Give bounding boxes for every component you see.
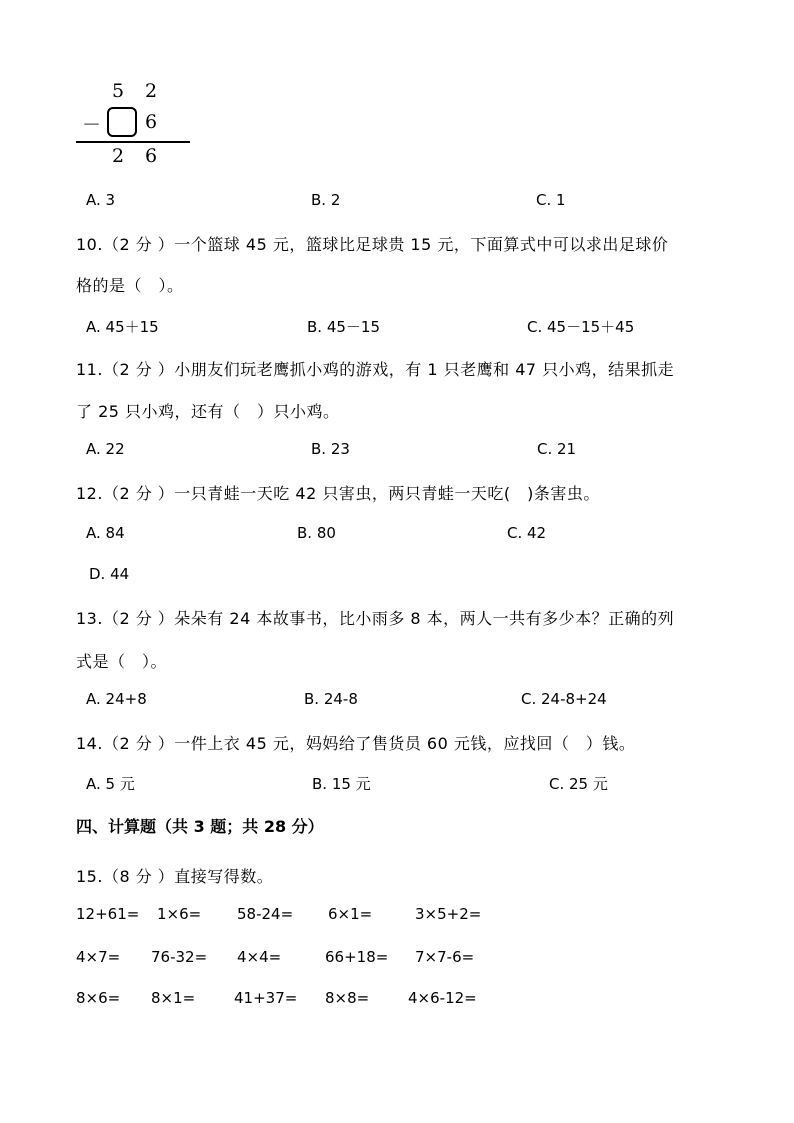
q12-option-c[interactable]: C. 42: [507, 524, 547, 542]
calc-item: 3×5+2=: [415, 905, 482, 923]
q10-option-b[interactable]: B. 45－15: [307, 318, 381, 336]
calc-item: 8×6=: [76, 989, 121, 1007]
calc-item: 4×4=: [237, 948, 282, 966]
q9-option-b[interactable]: B. 2: [311, 191, 341, 209]
q13-option-a[interactable]: A. 24+8: [86, 690, 147, 708]
calc-item: 4×6-12=: [408, 989, 477, 1007]
calc-item: 1×6=: [157, 905, 202, 923]
q14-text-line1: 14.（2 分 ）一件上衣 45 元，妈妈给了售货员 60 元钱，应找回（ ）钱。: [76, 734, 636, 753]
calc-item: 6×1=: [328, 905, 373, 923]
q15-text-line1: 15.（8 分 ）直接写得数。: [76, 867, 274, 886]
calc-item: 8×1=: [151, 989, 196, 1007]
q9-option-a[interactable]: A. 3: [86, 191, 116, 209]
q13-text-line2: 式是（ ）。: [76, 652, 168, 671]
q10-option-a[interactable]: A. 45＋15: [86, 318, 159, 336]
q12-option-d[interactable]: D. 44: [89, 565, 130, 583]
q13-text-line1: 13.（2 分 ）朵朵有 24 本故事书，比小雨多 8 本，两人一共有多少本？正确的列: [76, 609, 675, 628]
sum-line: [76, 141, 190, 143]
subtrahend-ones: 6: [145, 111, 158, 133]
calc-item: 4×7=: [76, 948, 121, 966]
q11-text-line2: 了 25 只小鸡，还有（ ）只小鸡。: [76, 402, 340, 421]
q12-text-line1: 12.（2 分 ）一只青蛙一天吃 42 只害虫，两只青蛙一天吃( )条害虫。: [76, 484, 600, 503]
q10-text-line2: 格的是（ ）。: [76, 276, 184, 295]
q12-option-b[interactable]: B. 80: [297, 524, 336, 542]
q11-option-c[interactable]: C. 21: [537, 440, 577, 458]
calc-item: 76-32=: [151, 948, 208, 966]
calc-item: 58-24=: [237, 905, 294, 923]
q12-option-a[interactable]: A. 84: [86, 524, 125, 542]
q9-option-c[interactable]: C. 1: [536, 191, 566, 209]
calc-item: 41+37=: [234, 989, 298, 1007]
q11-text-line1: 11.（2 分 ）小朋友们玩老鹰抓小鸡的游戏，有 1 只老鹰和 47 只小鸡，结果抓走: [76, 360, 675, 379]
minuend-tens: 5: [112, 80, 125, 102]
difference-ones: 6: [145, 145, 158, 167]
q14-option-a[interactable]: A. 5 元: [86, 775, 135, 793]
difference-tens: 2: [112, 145, 125, 167]
q10-text-line1: 10.（2 分 ）一个篮球 45 元，篮球比足球贵 15 元，下面算式中可以求出足球价: [76, 235, 669, 254]
q11-option-a[interactable]: A. 22: [86, 440, 125, 458]
q14-option-b[interactable]: B. 15 元: [312, 775, 371, 793]
answer-box[interactable]: [107, 107, 137, 137]
q11-option-b[interactable]: B. 23: [311, 440, 350, 458]
minuend-ones: 2: [145, 80, 158, 102]
calc-item: 8×8=: [325, 989, 370, 1007]
minus-sign: －: [82, 114, 102, 136]
calc-item: 12+61=: [76, 905, 140, 923]
q14-option-c[interactable]: C. 25 元: [549, 775, 608, 793]
section-title: 四、计算题（共 3 题；共 28 分）: [76, 817, 324, 836]
calc-item: 66+18=: [325, 948, 389, 966]
q13-option-c[interactable]: C. 24-8+24: [521, 690, 607, 708]
q13-option-b[interactable]: B. 24-8: [304, 690, 358, 708]
calc-item: 7×7-6=: [415, 948, 475, 966]
q10-option-c[interactable]: C. 45－15＋45: [527, 318, 635, 336]
